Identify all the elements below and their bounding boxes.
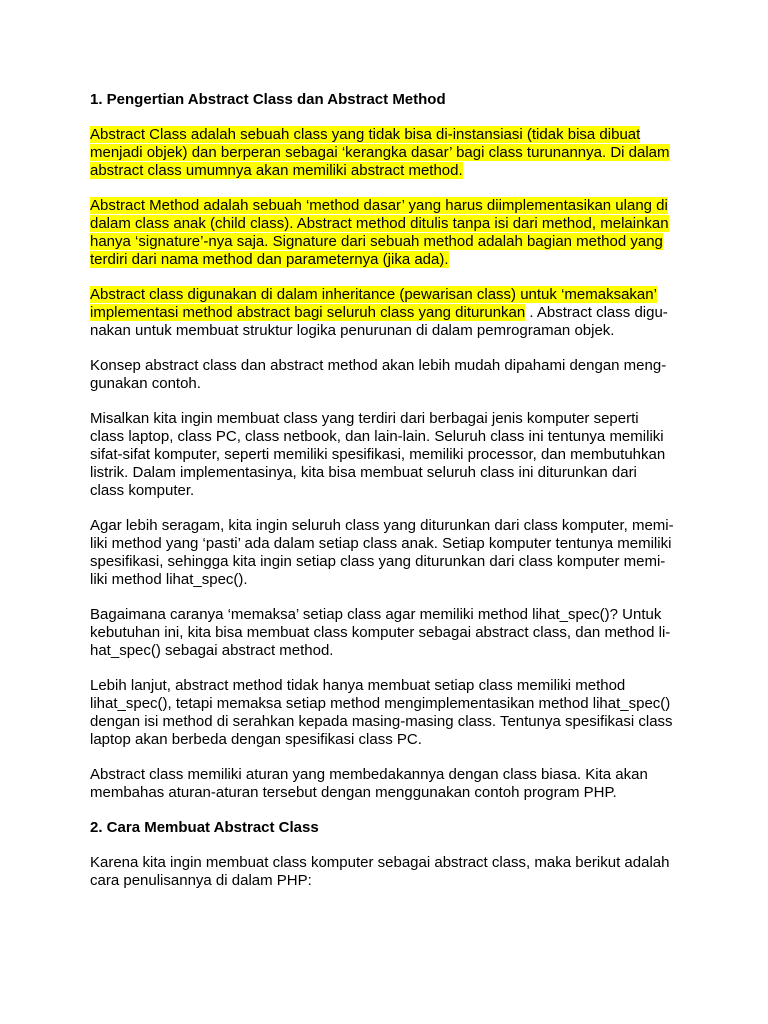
- highlighted-text: Abstract Class adalah sebuah class yang tidak bisa di-instansiasi (tidak bisa dibuat: [90, 126, 641, 143]
- paragraph-php-intro: [90, 854, 680, 890]
- paragraph-line: listrik. Dalam implementasinya, kita bisa membuat seluruh class ini diturunkan dari: [90, 464, 637, 481]
- paragraph-concept-example: [90, 357, 680, 393]
- highlighted-text: Abstract Method adalah sebuah ‘method dasar’ yang harus diimplementasikan ulang di: [90, 197, 668, 214]
- highlighted-text: terdiri dari nama method dan parameternya (jika ada).: [90, 251, 449, 268]
- paragraph-line: Bagaimana caranya ‘memaksa’ setiap class agar memiliki method lihat_spec()? Untuk: [90, 606, 662, 623]
- paragraph-text: . Abstract class digu-: [525, 304, 668, 321]
- paragraph-line: gunakan contoh.: [90, 375, 201, 392]
- paragraph-rules: [90, 766, 680, 802]
- highlighted-text: Abstract class digunakan di dalam inheritance (pewarisan class) untuk ‘memaksakan’: [90, 286, 657, 303]
- paragraph-computer-classes: [90, 410, 680, 500]
- paragraph-line: Misalkan kita ingin membuat class yang terdiri dari berbagai jenis komputer seperti: [90, 410, 639, 427]
- paragraph-line: sifat-sifat komputer, seperti memiliki spesifikasi, memiliki processor, dan membutuhkan: [90, 446, 666, 463]
- paragraph-line: dengan isi method di serahkan kepada masing-masing class. Tentunya spesifikasi class: [90, 713, 673, 730]
- paragraph-forcing-method: [90, 606, 680, 660]
- paragraph-abstract-class-usage: [90, 286, 680, 340]
- document-page: [90, 91, 680, 907]
- paragraph-line: liki method lihat_spec().: [90, 571, 248, 588]
- paragraph-line: membahas aturan-aturan tersebut dengan menggunakan contoh program PHP.: [90, 784, 617, 801]
- paragraph-uniform-method: [90, 517, 680, 589]
- paragraph-abstract-method-definition: [90, 197, 680, 269]
- paragraph-line: class komputer.: [90, 482, 195, 499]
- highlighted-text: menjadi objek) dan berperan sebagai ‘kerangka dasar’ bagi class turunannya. Di dalam: [90, 144, 670, 161]
- paragraph-line: hat_spec() sebagai abstract method.: [90, 642, 334, 659]
- highlighted-text: abstract class umumnya akan memiliki abstract method.: [90, 162, 463, 179]
- paragraph-line: Lebih lanjut, abstract method tidak hanya membuat setiap class memiliki method: [90, 677, 626, 694]
- paragraph-line: nakan untuk membuat struktur logika penurunan di dalam pemrograman objek.: [90, 322, 615, 339]
- paragraph-line: Konsep abstract class dan abstract method akan lebih mudah dipahami dengan meng-: [90, 357, 667, 374]
- paragraph-line: class laptop, class PC, class netbook, dan lain-lain. Seluruh class ini tentunya memiliki: [90, 428, 664, 445]
- highlighted-text: implementasi method abstract bagi seluruh class yang diturunkan: [90, 304, 526, 321]
- paragraph-implementation: [90, 677, 680, 749]
- paragraph-line: Agar lebih seragam, kita ingin seluruh class yang diturunkan dari class komputer, memi-: [90, 517, 674, 534]
- paragraph-abstract-class-definition: [90, 126, 680, 180]
- paragraph-line: laptop akan berbeda dengan spesifikasi class PC.: [90, 731, 422, 748]
- section-heading-2: 2. Cara Membuat Abstract Class: [90, 819, 319, 836]
- section-heading-1: 1. Pengertian Abstract Class dan Abstract Method: [90, 91, 446, 108]
- paragraph-line: spesifikasi, sehingga kita ingin setiap class yang diturunkan dari class komputer memi-: [90, 553, 666, 570]
- paragraph-line: Abstract class memiliki aturan yang membedakannya dengan class biasa. Kita akan: [90, 766, 648, 783]
- highlighted-text: dalam class anak (child class). Abstract method ditulis tanpa isi dari method, melainkan: [90, 215, 669, 232]
- paragraph-line: lihat_spec(), tetapi memaksa setiap method mengimplementasikan method lihat_spec(): [90, 695, 671, 712]
- highlighted-text: hanya ‘signature’-nya saja. Signature dari sebuah method adalah bagian method yang: [90, 233, 663, 250]
- paragraph-line: Karena kita ingin membuat class komputer sebagai abstract class, maka berikut adalah: [90, 854, 670, 871]
- paragraph-line: kebutuhan ini, kita bisa membuat class komputer sebagai abstract class, dan method li-: [90, 624, 671, 641]
- paragraph-line: cara penulisannya di dalam PHP:: [90, 872, 312, 889]
- paragraph-line: liki method yang ‘pasti’ ada dalam setiap class anak. Setiap komputer tentunya memiliki: [90, 535, 672, 552]
